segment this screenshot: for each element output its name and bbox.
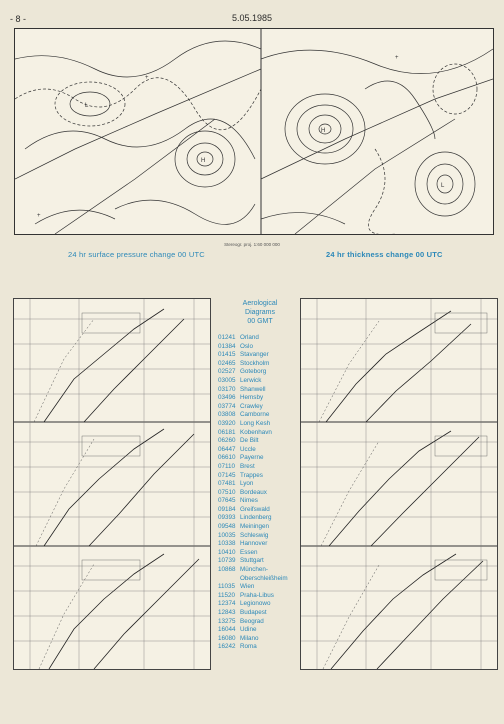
station-code: 11520 [218,591,236,599]
station-name: Legionowo [240,600,271,608]
station-name: Nimes [240,497,258,505]
svg-text:L: L [441,183,445,189]
station-code: 10868 [218,566,236,574]
station-code [218,575,240,584]
station-code: 01384 [218,342,236,350]
station-row [218,403,302,412]
station-code: 02465 [218,359,236,367]
station-row [218,437,302,446]
station-name: Budapest [240,609,267,616]
station-code: 16080 [218,634,236,642]
station-name: München- [240,566,269,574]
station-row [218,497,302,506]
station-row [218,532,302,541]
station-row [218,351,302,360]
station-code: 03496 [218,394,236,402]
station-row [218,360,302,369]
station-code: 02527 [218,368,236,376]
station-code: 01241 [218,334,236,341]
station-row [218,429,302,438]
station-name: Praha-Libus [240,591,274,599]
station-code: 10338 [218,540,236,548]
station-row [218,609,302,618]
station-code: 06447 [218,445,236,453]
station-name: Trappes [240,471,263,479]
station-code: 09393 [218,514,236,522]
station-name: Uccle [240,445,256,453]
station-name: Hemsby [240,394,264,402]
station-name: De Bilt [240,437,259,445]
station-code: 07645 [218,497,236,505]
station-code: 16242 [218,643,236,651]
station-row [218,463,302,472]
station-name: Long Kesh [240,419,271,427]
station-row [218,446,302,455]
station-row [218,575,302,584]
station-name: Beograd [240,617,264,625]
station-name: Payerne [240,454,264,462]
station-row [218,566,302,575]
page-date: 5.05.1985 [231,13,273,23]
station-name: Greifswald [240,505,270,513]
station-code: 07510 [218,488,236,496]
station-row [218,523,302,532]
station-row [218,480,302,489]
station-name: Essen [240,548,258,556]
station-name: Kobenhavn [240,428,272,436]
station-code: 06260 [218,437,236,445]
station-row [218,600,302,609]
station-name: Oslo [240,342,253,350]
station-row [218,472,302,481]
station-name: Orland [240,334,259,341]
page-number: - 8 - [10,14,27,24]
station-row [218,454,302,463]
station-row [218,506,302,515]
projection-note: Stereogr. proj. 1:60 000 000 [224,242,280,247]
svg-text:H: H [321,128,326,134]
svg-text:+: + [145,75,149,81]
station-code: 03808 [218,411,236,419]
station-name: Stockholm [240,359,270,367]
station-code: 13275 [218,617,236,625]
station-name: Roma [240,643,257,651]
station-name: Schleswig [240,531,269,539]
aerological-legend [218,299,302,652]
station-row [218,549,302,558]
station-name: Shanwell [240,385,266,393]
legend-title-line3: 00 GMT [247,318,273,325]
station-name: Oberschleißheim [240,574,288,582]
station-row [218,420,302,429]
station-row [218,343,302,352]
station-code: 09184 [218,505,236,513]
station-code: 10410 [218,548,236,556]
station-row [218,583,302,592]
sounding-diagrams-left [14,299,210,669]
station-row [218,643,302,652]
station-row [218,540,302,549]
station-row [218,618,302,627]
station-row [218,386,302,395]
thickness-change-caption: 24 hr thickness change 00 UTC [326,250,443,259]
legend-title-line1: Aerological [242,300,278,307]
station-row [218,626,302,635]
station-name: Stavanger [240,351,269,359]
svg-text:H: H [201,158,206,164]
station-list [218,334,302,652]
station-row [218,411,302,420]
svg-text:+: + [37,213,41,219]
station-row [218,377,302,386]
station-code: 12374 [218,600,236,608]
station-name: Brest [240,462,255,470]
station-code: 12843 [218,609,236,616]
station-code: 06610 [218,454,236,462]
station-code: 06181 [218,428,236,436]
legend-title-line2: Diagrams [245,309,275,316]
station-code: 09548 [218,523,236,531]
station-row [218,514,302,523]
aerological-diagrams-left [13,298,211,670]
station-name: Lerwick [240,376,262,384]
station-name: Bordeaux [240,488,267,496]
station-name: Camborne [240,411,270,419]
station-row [218,334,302,343]
station-row [218,557,302,566]
station-code: 03005 [218,376,236,384]
station-code: 03170 [218,385,236,393]
weather-maps-panel [14,28,494,235]
station-code: 03920 [218,419,236,427]
svg-text:+: + [395,55,399,61]
sounding-diagrams-right [301,299,497,669]
station-row [218,635,302,644]
station-name: Lindenberg [240,514,272,522]
station-name: Wien [240,583,255,591]
station-row [218,394,302,403]
station-name: Lyon [240,480,254,488]
station-code: 10739 [218,557,236,565]
station-code: 07145 [218,471,236,479]
station-name: Goteborg [240,368,267,376]
station-code: 11035 [218,583,236,591]
station-name: Hannover [240,540,268,548]
station-name: Crawley [240,402,263,410]
station-code: 03774 [218,402,236,410]
station-row [218,368,302,377]
aerological-diagrams-right [300,298,498,670]
weather-maps [15,29,493,234]
station-name: Milano [240,634,259,642]
station-code: 01415 [218,351,236,359]
station-code: 07481 [218,480,236,488]
station-code: 07110 [218,462,236,470]
station-code: 10035 [218,531,236,539]
station-row [218,489,302,498]
svg-text:L: L [85,103,89,109]
station-name: Udine [240,626,257,634]
station-name: Stuttgart [240,557,264,565]
surface-pressure-caption: 24 hr surface pressure change 00 UTC [68,250,205,259]
station-name: Meiningen [240,523,270,531]
station-code: 16044 [218,626,236,634]
station-row [218,592,302,601]
